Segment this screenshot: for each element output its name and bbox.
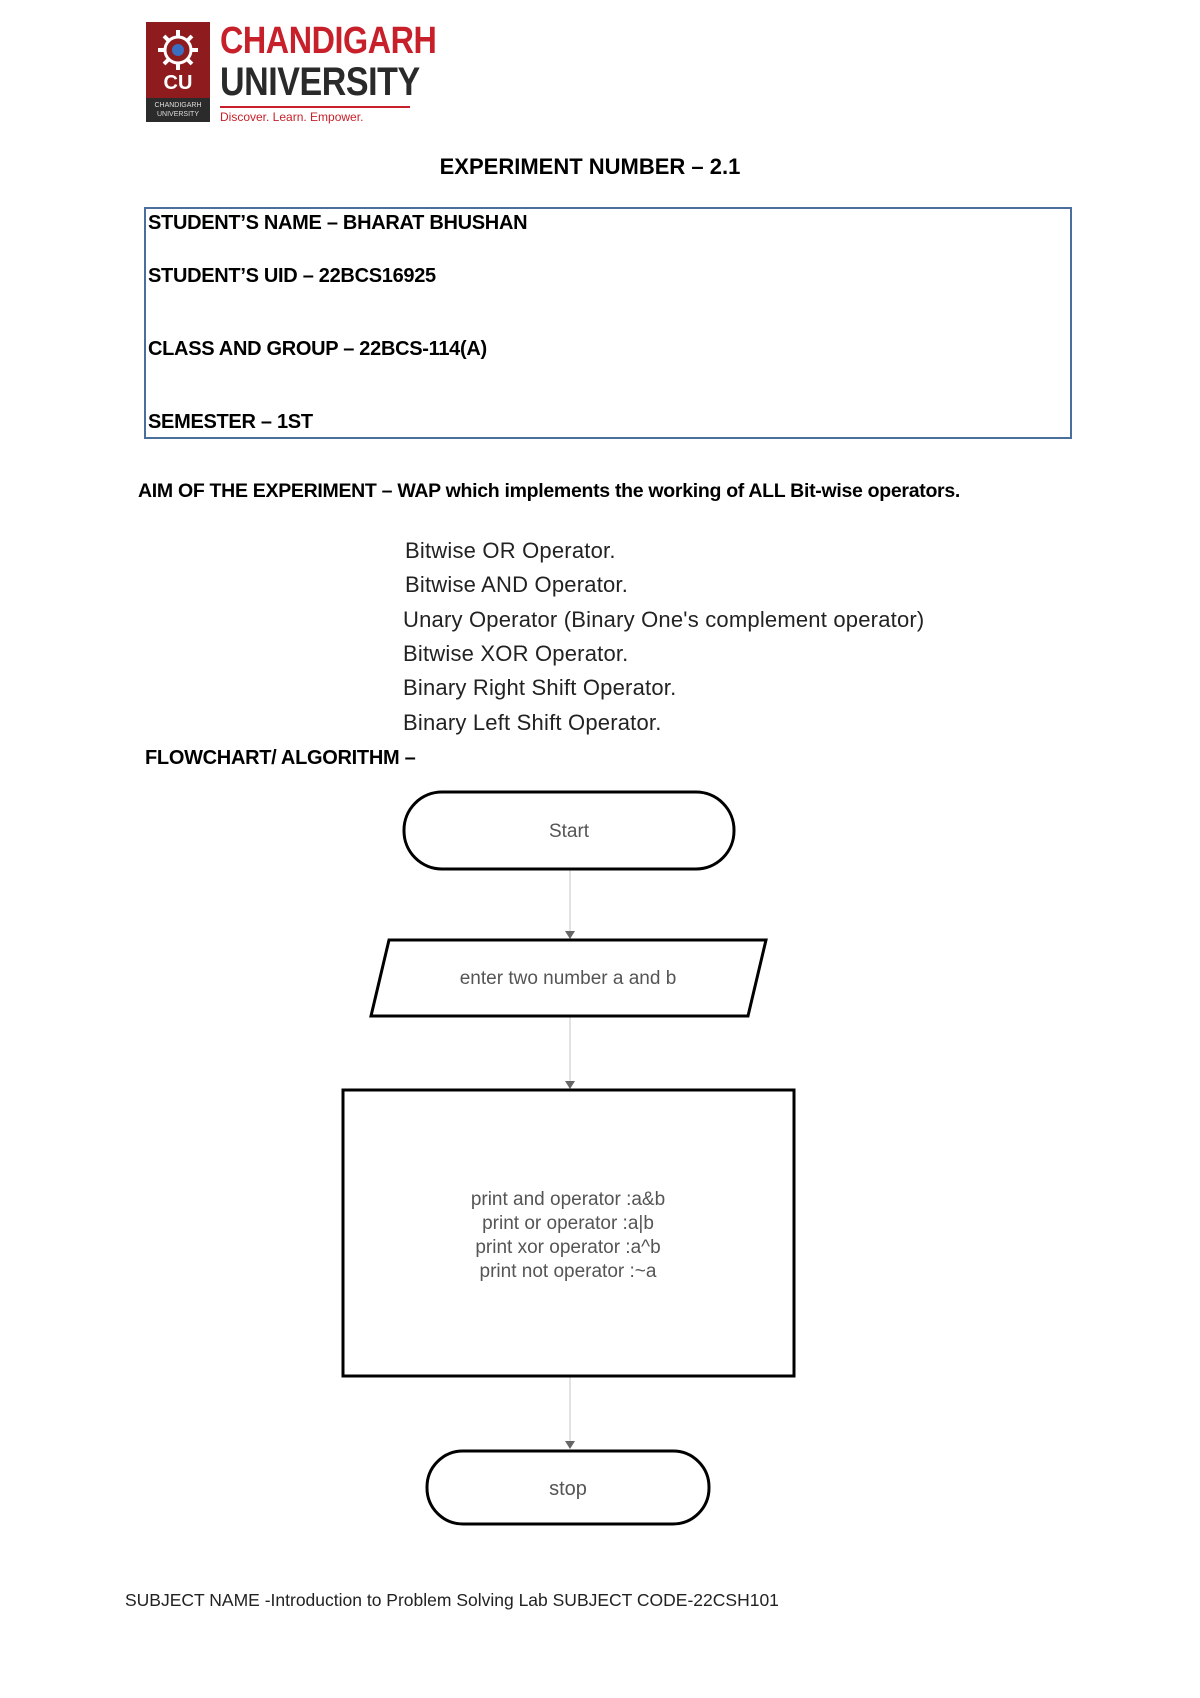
start-label: Start [548, 821, 590, 842]
arrowhead-icon [565, 931, 575, 939]
process-line: print or operator :a|b [482, 1213, 654, 1234]
logo-name-line2: UNIVERSITY [220, 60, 420, 104]
logo-name-line1: CHANDIGARH [220, 20, 437, 62]
operator-item: Unary Operator (Binary One's complement operator) [403, 607, 925, 632]
experiment-title: EXPERIMENT NUMBER – 2.1 [439, 154, 741, 179]
operator-item: Bitwise AND Operator. [405, 572, 629, 597]
arrowhead-icon [565, 1441, 575, 1449]
process-line: print xor operator :a^b [475, 1237, 661, 1258]
flowchart-heading: FLOWCHART/ ALGORITHM – [145, 747, 416, 769]
student-name: STUDENT’S NAME – BHARAT BHUSHAN [148, 212, 528, 234]
experiment-aim: AIM OF THE EXPERIMENT – WAP which implements the working of ALL Bit-wise operators. [138, 480, 961, 502]
operator-item: Bitwise OR Operator. [405, 538, 616, 563]
stop-label: stop [549, 1478, 587, 1500]
arrowhead-icon [565, 1081, 575, 1089]
input-label: enter two number a and b [459, 968, 677, 989]
process-line: print not operator :~a [479, 1261, 657, 1282]
class-and-group: CLASS AND GROUP – 22BCS-114(A) [148, 338, 487, 360]
page-footer: SUBJECT NAME -Introduction to Problem Solving Lab SUBJECT CODE-22CSH101 [125, 1590, 779, 1610]
operator-item: Binary Right Shift Operator. [403, 675, 677, 700]
semester: SEMESTER – 1ST [148, 411, 313, 433]
operator-item: Binary Left Shift Operator. [403, 710, 662, 735]
logo-tagline: Discover. Learn. Empower. [220, 110, 364, 124]
process-line: print and operator :a&b [470, 1189, 666, 1210]
logo-emblem-text: CU [163, 72, 193, 94]
logo-emblem-small-text: CHANDIGARH UNIVERSITY [146, 98, 210, 122]
operator-item: Bitwise XOR Operator. [403, 641, 629, 666]
student-uid: STUDENT’S UID – 22BCS16925 [148, 265, 436, 287]
